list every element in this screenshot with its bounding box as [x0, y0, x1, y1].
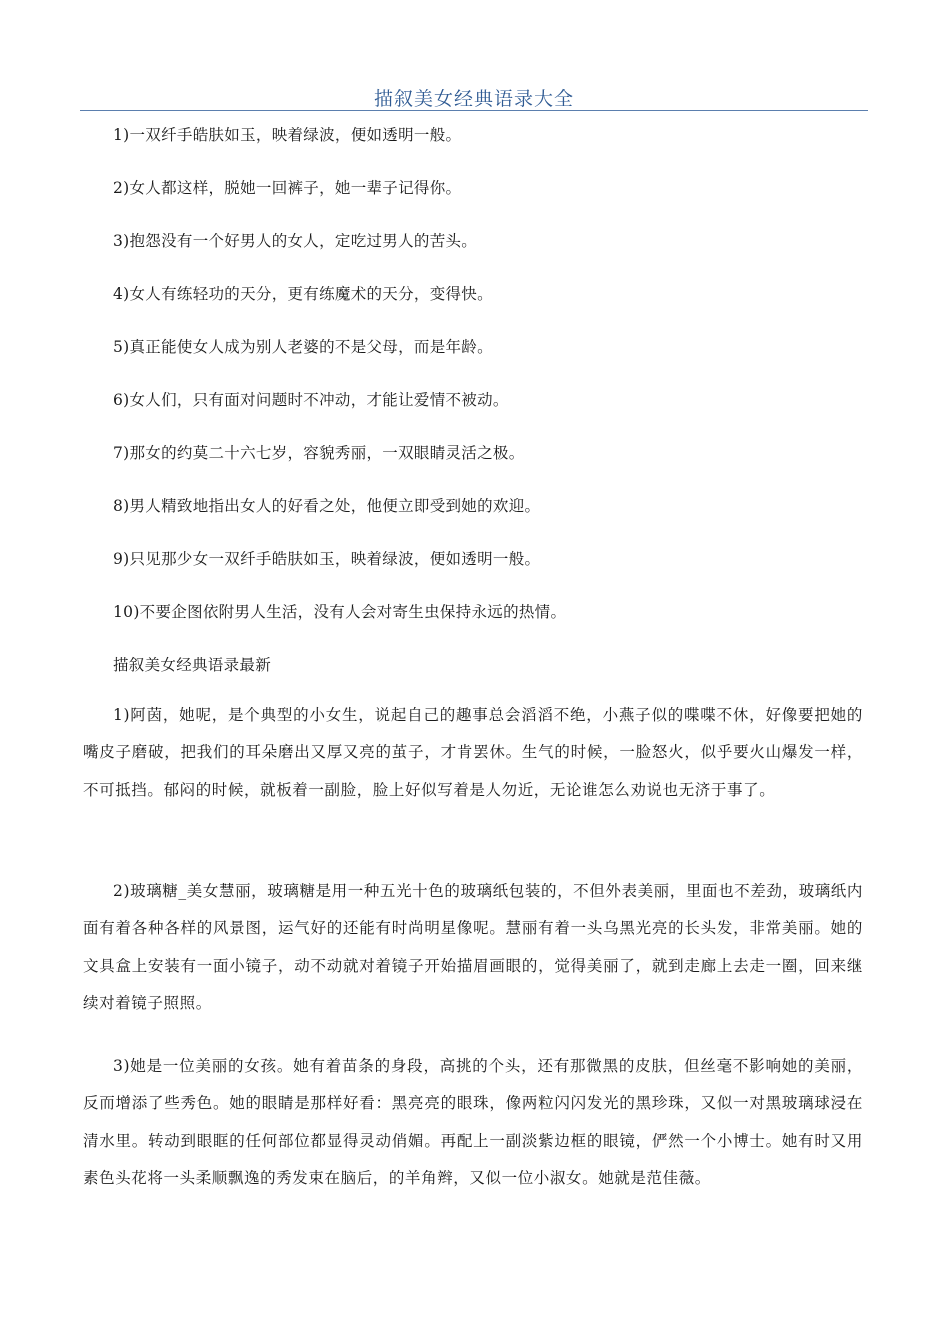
body-paragraph: 3)她是一位美丽的女孩。她有着苗条的身段，高挑的个头，还有那微黑的皮肤，但丝毫不影响她的美丽，反而增添了些秀色。她的眼睛是那样好看：黑亮亮的眼珠，像两粒闪闪发光的黑珍珠，又似一对黑玻璃球浸在清水里。转动到眼眶的任何部位都显得灵动俏媚。再配上一副淡紫边框的眼镜，俨然一个小博士。她有时又用素色头花将一头柔顺飘逸的秀发束在脑后，的羊角辫，又似一位小淑女。她就是范佳薇。: [83, 1057, 863, 1188]
document-title: 描叙美女经典语录大全: [373, 88, 574, 110]
quote-item: 6)女人们，只有面对问题时不冲动，才能让爱情不被动。: [113, 391, 509, 409]
quote-item: 1)一双纤手皓肤如玉，映着绿波，便如透明一般。: [113, 126, 462, 144]
body-paragraph: 1)阿茵，她呢，是个典型的小女生，说起自己的趣事总会滔滔不绝，小燕子似的喋喋不休，好像要把她的嘴皮子磨破，把我们的耳朵磨出又厚又亮的茧子，才肯罢休。生气的时候，一脸怒火，似乎要火山爆发一样，不可抵挡。郁闷的时候，就板着一副脸，脸上好似写着是人勿近，无论谁怎么劝说也无济于事了。: [83, 706, 863, 799]
quote-item: 5)真正能使女人成为别人老婆的不是父母，而是年龄。: [113, 338, 493, 356]
section-heading: 描叙美女经典语录最新: [113, 656, 272, 674]
quote-item: 8)男人精致地指出女人的好看之处，他便立即受到她的欢迎。: [113, 497, 541, 515]
quote-item: 10)不要企图依附男人生活，没有人会对寄生虫保持永远的热情。: [113, 603, 567, 621]
body-paragraph: 2)玻璃糖_美女慧丽，玻璃糖是用一种五光十色的玻璃纸包装的，不但外表美丽，里面也不差劲，玻璃纸内面有着各种各样的风景图，运气好的还能有时尚明星像呢。慧丽有着一头乌黑光亮的长头发，非常美丽。她的文具盒上安装有一面小镜子，动不动就对着镜子开始描眉画眼的，觉得美丽了，就到走廊上去走一圈，回来继续对着镜子照照。: [83, 882, 863, 1013]
quote-list: [113, 124, 863, 707]
quote-item: 3)抱怨没有一个好男人的女人，定吃过男人的苦头。: [113, 232, 478, 250]
page-header: [80, 80, 868, 111]
quote-item: 2)女人都这样，脱她一回裤子，她一辈子记得你。: [113, 179, 462, 197]
quote-item: 9)只见那少女一双纤手皓肤如玉，映着绿波，便如透明一般。: [113, 550, 541, 568]
quote-item: 4)女人有练轻功的天分，更有练魔术的天分，变得快。: [113, 285, 493, 303]
quote-item: 7)那女的约莫二十六七岁，容貌秀丽，一双眼睛灵活之极。: [113, 444, 525, 462]
